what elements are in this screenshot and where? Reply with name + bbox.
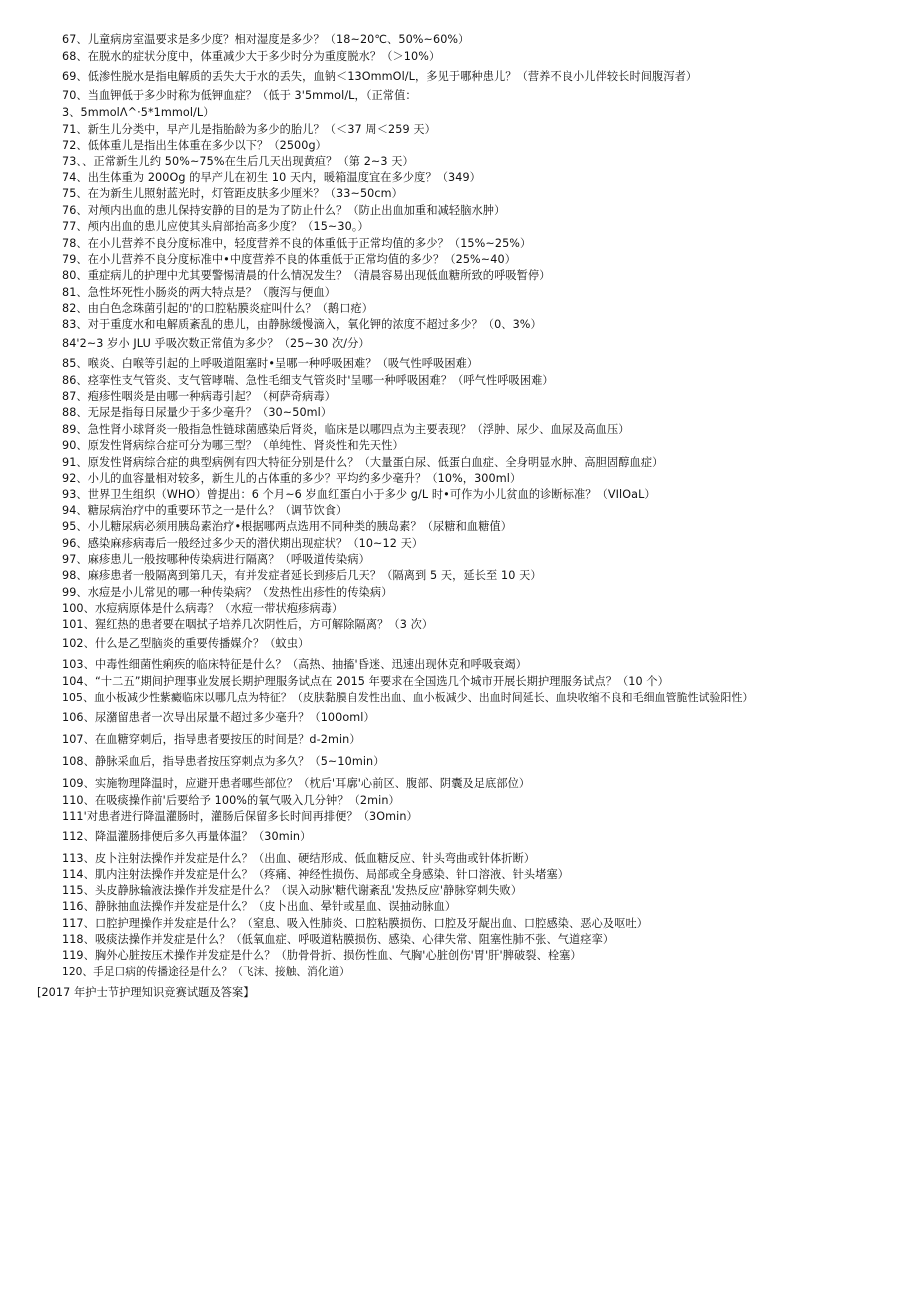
question-line: 116、静脉抽血法操作并发症是什么？（皮卜出血、晕针或星血、误抽动脉血） <box>62 900 457 913</box>
question-line: 83、对于重度水和电解质紊乱的患儿，由静脉缓慢滴入，氧化钾的浓度不超过多少？（0、3%） <box>62 318 542 331</box>
question-line: 103、中毒性细菌性痢疾的临床特征是什么？（高热、抽搐'昏迷、迅速出现休克和呼吸衰竭） <box>62 658 528 671</box>
question-line: 84'2~3 岁小 JLU 乎吸次数正常值为多少？（25~30 次/分） <box>62 337 370 350</box>
question-line: 112、降温灌肠排便后多久再量体温？（30min） <box>62 830 312 843</box>
question-line: 117、口腔护理操作并发症是什么？（窒息、吸入性肺炎、口腔粘膜损伤、口腔及牙龊出血、口腔感染、恶心及呕吐） <box>62 917 649 930</box>
question-line: 82、由白色念珠菌引起的'的口腔粘膜炎症叫什么？（鹅口疮） <box>62 302 374 315</box>
question-line: 99、水痘是小儿常见的哪一种传染病？（发热性出疹性的传染病） <box>62 586 393 599</box>
question-line: 77、颅内出血的患儿应使其头肩部抬高多少度？（15~30。） <box>62 220 369 233</box>
question-line: 87、疱疹性咽炎是由哪一种病毒引起？（柯萨奇病毒） <box>62 390 337 403</box>
question-line: 109、实施物理降温时，应避开患者哪些部位？（枕后'耳廓'心前区、腹部、阴囊及足底部位） <box>62 777 531 790</box>
question-line: 3、5mmolΛ^·5*1mmol/L） <box>62 106 215 119</box>
question-line: 113、皮卜注射法操作并发症是什么？（出血、硬结形成、低血糖反应、针头弯曲或针体折断） <box>62 852 536 865</box>
question-line: 111'对患者进行降温灌肠时，灌肠后保留多长时间再排便？（3Omin） <box>62 810 418 823</box>
question-line: 85、喉炎、白喉等引起的上呼吸道阻塞时•呈哪一种呼吸困难？（吸气性呼吸困难） <box>62 357 479 370</box>
question-line: 91、原发性肾病综合症的典型病例有四大特征分别是什么？（大量蛋白尿、低蛋白血症、全身明显水肿、高胆固醇血症） <box>62 456 664 469</box>
question-line: 94、糖尿病治疗中的重要环节之一是什么？（调节饮食） <box>62 504 348 517</box>
question-line: 80、重症病儿的护理中尤其要警惕清晨的什么情况发生？（清晨容易出现低血糖所致的呼吸暂停） <box>62 269 551 282</box>
question-line: 110、在吸痰操作前'后要给予 100%的氧气吸入几分钟？（2min） <box>62 794 400 807</box>
question-line: 75、在为新生儿照射蓝光时，灯管距皮肤多少厘米？（33~50cm） <box>62 187 403 200</box>
question-line: 81、急性坏死性小肠炎的两大特点是？（腹泻与便血） <box>62 286 337 299</box>
question-line: 69、低渗性脱水是指电解质的丢失大于水的丢失，血钠＜13OmmOl/L，多见于哪种患儿？（营养不良小儿伴较长时间腹泻者） <box>62 70 698 83</box>
question-line: 89、急性肾小球肾炎一般指急性链球菌感染后肾炎，临床是以哪四点为主要表现？（浮肿、尿少、血尿及高血压） <box>62 423 630 436</box>
question-line: 98、麻疹患者一般隔离到第几天，有并发症者延长到疹后几天？（隔离到 5 天，延长至 10 天） <box>62 569 542 582</box>
question-line: 97、麻疹患儿一般按哪种传染病进行隔离？（呼吸道传染病） <box>62 553 370 566</box>
question-line: 71、新生儿分类中，早产儿是指胎龄为多少的胎儿？（＜37 周＜259 天） <box>62 123 436 136</box>
question-line: 107、在血糖穿刺后，指导患者要按压的时间是？d-2min） <box>62 733 361 746</box>
question-line: 92、小儿的血容量相对较多，新生儿的占体重的多少？平均约多少毫升？（10%，300ml） <box>62 472 522 485</box>
question-line: 96、感染麻疹病毒后一般经过多少天的潜伏期出现症状？（10~12 天） <box>62 537 424 550</box>
question-line: 74、出生体重为 200Og 的早产儿在初生 10 天内，暖箱温度宜在多少度？（349） <box>62 171 481 184</box>
question-line: 108、静脉采血后，指导患者按压穿刺点为多久？（5~10min） <box>62 755 385 768</box>
question-line: 88、无尿是指每日尿量少于多少毫升？（30~50ml） <box>62 406 333 419</box>
question-line: 106、尿潴留患者一次导出尿量不超过多少毫升？（100oml） <box>62 711 375 724</box>
question-line: 114、肌内注射法操作并发症是什么？（疼痛、神经性损伤、局部或全身感染、针口溶液、针头堵塞） <box>62 868 570 881</box>
document-title-footer: [2017 年护士节护理知识竞赛试题及答案】 <box>37 986 255 999</box>
question-line: 102、什么是乙型脑炎的重要传播媒介？（蚊虫） <box>62 637 310 650</box>
question-line: 115、头皮静脉输液法操作并发症是什么？（误入动脉'糖代谢紊乱'发热反应'静脉穿刺失败） <box>62 884 523 897</box>
question-line: 78、在小儿营养不良分度标准中，轻度营养不良的体重低于正常均值的多少？（15%~25%） <box>62 237 532 250</box>
question-line: 76、对颅内出血的患儿保持安静的目的是为了防止什么？（防止出血加重和减轻脑水肿） <box>62 204 506 217</box>
question-line: 67、儿童病房室温要求是多少度？相对湿度是多少？（18~20℃、50%~60%） <box>62 33 470 46</box>
question-line: 70、当血钾低于多少时称为低钾血症？（低于 3'5mmol/L，（正常值： <box>62 89 417 102</box>
question-line: 93、世界卫生组织（WHO）曾提出：6 个月~6 岁血红蛋白小于多少 g/L 时•可作为小儿贫血的诊断标准？（VIlOaL） <box>62 488 656 501</box>
question-line: 118、吸痰法操作并发症是什么？（低氧血症、呼吸道粘膜损伤、感染、心律失常、阻塞性肺不张、气道痉挛） <box>62 933 615 946</box>
question-line: 120、手足口病的传播途径是什么？（飞沫、接触、消化道） <box>62 966 350 978</box>
question-line: 90、原发性肾病综合症可分为哪三型？（单纯性、肾炎性和先天性） <box>62 439 404 452</box>
question-line: 73、、正常新生儿约 50%~75%在生后几天出现黄疸？（第 2~3 天） <box>62 155 414 168</box>
question-line: 86、痉挛性支气管炎、支气管哮喘、急性毛细支气管炎时'呈哪一种呼吸困难？（呼气性呼吸困难） <box>62 374 554 387</box>
question-line: 119、胸外心脏按压术操作并发症是什么？（肋骨骨折、损伤性血、气胸'心脏创伤'胃'肝'脾破裂、栓塞） <box>62 949 582 962</box>
question-line: 101、猩红热的患者要在咽拭子培养几次阴性后，方可解除隔离？（3 次） <box>62 618 434 631</box>
question-line: 72、低体重儿是指出生体重在多少以下？（2500g） <box>62 139 327 152</box>
question-line: 79、在小儿营养不良分度标准中•中度营养不良的体重低于正常均值的多少？（25%~40） <box>62 253 516 266</box>
question-line: 104、“十二五”期间护理事业发展长期护理服务试点在 2015 年要求在全国选几个城市开展长期护理服务试点？（10 个） <box>62 675 669 688</box>
question-line: 68、在脱水的症状分度中，体重减少大于多少时分为重度脱水？（＞10%） <box>62 50 441 63</box>
question-line: 105、血小板减少性紫癜临床以哪几点为特征？（皮肤黏膜自发性出血、血小板减少、出血时间延长、血块收缩不良和毛细血管脆性试验阳性） <box>62 691 754 704</box>
question-line: 95、小儿糖尿病必须用胰岛素治疗•根据哪两点选用不同种类的胰岛素？（尿糖和血糖值） <box>62 520 513 533</box>
question-line: 100、水痘病原体是什么病毒？（水痘一带状疱疹病毒） <box>62 602 344 615</box>
